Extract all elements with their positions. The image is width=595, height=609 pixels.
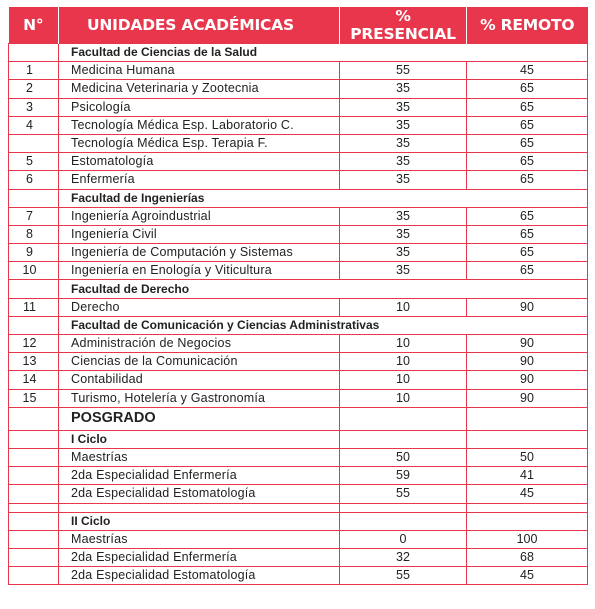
row-number: 3 — [9, 98, 59, 116]
spacer-cell — [9, 503, 59, 512]
table-row — [9, 298, 588, 316]
presencial-value: 35 — [340, 171, 467, 189]
program-name: Derecho — [59, 298, 340, 316]
remoto-value: 65 — [467, 225, 588, 243]
table-row — [9, 171, 588, 189]
table-row — [9, 371, 588, 389]
row-number: 15 — [9, 389, 59, 407]
presencial-value: 10 — [340, 353, 467, 371]
table-row — [9, 207, 588, 225]
remoto-value: 68 — [467, 548, 588, 566]
presencial-value: 55 — [340, 567, 467, 585]
presencial-value: 35 — [340, 116, 467, 134]
program-name: Psicología — [59, 98, 340, 116]
table-row — [9, 485, 588, 503]
row-number — [9, 548, 59, 566]
presencial-value: 35 — [340, 134, 467, 152]
table-row — [9, 98, 588, 116]
faculty-number-cell — [9, 189, 59, 207]
table-row — [9, 225, 588, 243]
program-name: Ingeniería Agroindustrial — [59, 207, 340, 225]
table-row — [9, 353, 588, 371]
remoto-value: 90 — [467, 371, 588, 389]
presencial-value: 59 — [340, 467, 467, 485]
spacer-cell — [467, 503, 588, 512]
remoto-value: 90 — [467, 298, 588, 316]
table-row — [9, 530, 588, 548]
remoto-value: 65 — [467, 153, 588, 171]
remoto-value: 90 — [467, 353, 588, 371]
posgrado-blank-cell — [340, 407, 467, 430]
posgrado-number-cell — [9, 407, 59, 430]
program-name: Contabilidad — [59, 371, 340, 389]
program-name: Ingeniería en Enología y Viticultura — [59, 262, 340, 280]
program-name: Estomatología — [59, 153, 340, 171]
ciclo-number-cell — [9, 430, 59, 448]
faculty-title: Facultad de Ingenierías — [59, 189, 588, 207]
faculty-header-row — [9, 189, 588, 207]
program-name: Ciencias de la Comunicación — [59, 353, 340, 371]
ciclo-header-row — [9, 430, 588, 448]
table-row — [9, 262, 588, 280]
posgrado-blank-cell — [467, 407, 588, 430]
row-number: 12 — [9, 335, 59, 353]
row-number: 11 — [9, 298, 59, 316]
row-number — [9, 530, 59, 548]
spacer-cell — [340, 503, 467, 512]
row-number: 13 — [9, 353, 59, 371]
row-number: 4 — [9, 116, 59, 134]
program-name: Maestrías — [59, 448, 340, 466]
program-name: Administración de Negocios — [59, 335, 340, 353]
faculty-header-row — [9, 44, 588, 62]
ciclo-title: I Ciclo — [59, 430, 340, 448]
row-number: 2 — [9, 80, 59, 98]
header-remoto: % REMOTO — [467, 7, 588, 44]
presencial-value: 35 — [340, 207, 467, 225]
presencial-value: 10 — [340, 389, 467, 407]
table-row — [9, 134, 588, 152]
presencial-value: 35 — [340, 80, 467, 98]
table-body — [9, 44, 588, 585]
program-name: 2da Especialidad Enfermería — [59, 548, 340, 566]
program-name: Enfermería — [59, 171, 340, 189]
faculty-number-cell — [9, 316, 59, 334]
table-row — [9, 62, 588, 80]
table-row — [9, 116, 588, 134]
presencial-value: 50 — [340, 448, 467, 466]
row-number: 6 — [9, 171, 59, 189]
program-name: Tecnología Médica Esp. Terapia F. — [59, 134, 340, 152]
spacer-row — [9, 503, 588, 512]
table-row — [9, 467, 588, 485]
remoto-value: 45 — [467, 62, 588, 80]
row-number — [9, 467, 59, 485]
header-presencial: % PRESENCIAL — [340, 7, 467, 44]
table-row — [9, 153, 588, 171]
remoto-value: 65 — [467, 262, 588, 280]
row-number: 14 — [9, 371, 59, 389]
presencial-value: 35 — [340, 225, 467, 243]
program-name: 2da Especialidad Enfermería — [59, 467, 340, 485]
presencial-value: 10 — [340, 298, 467, 316]
remoto-value: 65 — [467, 244, 588, 262]
remoto-value: 90 — [467, 389, 588, 407]
table-row — [9, 567, 588, 585]
presencial-value: 32 — [340, 548, 467, 566]
program-name: Medicina Veterinaria y Zootecnia — [59, 80, 340, 98]
ciclo-blank-cell — [467, 430, 588, 448]
row-number — [9, 485, 59, 503]
presencial-value: 55 — [340, 62, 467, 80]
row-number: 8 — [9, 225, 59, 243]
table-row — [9, 335, 588, 353]
presencial-value: 35 — [340, 262, 467, 280]
table-row — [9, 80, 588, 98]
ciclo-number-cell — [9, 512, 59, 530]
faculty-title: Facultad de Comunicación y Ciencias Administrativas — [59, 316, 588, 334]
ciclo-blank-cell — [340, 430, 467, 448]
faculty-number-cell — [9, 280, 59, 298]
remoto-value: 65 — [467, 98, 588, 116]
table-row — [9, 548, 588, 566]
ciclo-header-row — [9, 512, 588, 530]
table-row — [9, 448, 588, 466]
faculty-title: Facultad de Derecho — [59, 280, 588, 298]
row-number: 7 — [9, 207, 59, 225]
remoto-value: 50 — [467, 448, 588, 466]
posgrado-header-row — [9, 407, 588, 430]
row-number — [9, 134, 59, 152]
remoto-value: 65 — [467, 134, 588, 152]
program-name: Medicina Humana — [59, 62, 340, 80]
faculty-number-cell — [9, 44, 59, 62]
faculty-header-row — [9, 280, 588, 298]
header-n: N° — [9, 7, 59, 44]
presencial-value: 55 — [340, 485, 467, 503]
program-name: 2da Especialidad Estomatología — [59, 485, 340, 503]
row-number: 5 — [9, 153, 59, 171]
program-name: Turismo, Hotelería y Gastronomía — [59, 389, 340, 407]
row-number: 10 — [9, 262, 59, 280]
faculty-header-row — [9, 316, 588, 334]
row-number — [9, 448, 59, 466]
spacer-cell — [59, 503, 340, 512]
program-name: Ingeniería Civil — [59, 225, 340, 243]
program-name: Maestrías — [59, 530, 340, 548]
remoto-value: 65 — [467, 207, 588, 225]
remoto-value: 65 — [467, 80, 588, 98]
presencial-value: 35 — [340, 153, 467, 171]
program-name: Ingeniería de Computación y Sistemas — [59, 244, 340, 262]
remoto-value: 65 — [467, 171, 588, 189]
presencial-value: 0 — [340, 530, 467, 548]
ciclo-blank-cell — [340, 512, 467, 530]
table-row — [9, 389, 588, 407]
presencial-value: 10 — [340, 335, 467, 353]
ciclo-title: II Ciclo — [59, 512, 340, 530]
header-unidades: UNIDADES ACADÉMICAS — [59, 7, 340, 44]
row-number: 9 — [9, 244, 59, 262]
presencial-value: 35 — [340, 98, 467, 116]
posgrado-title: POSGRADO — [59, 407, 340, 430]
remoto-value: 41 — [467, 467, 588, 485]
remoto-value: 100 — [467, 530, 588, 548]
presencial-value: 10 — [340, 371, 467, 389]
program-name: 2da Especialidad Estomatología — [59, 567, 340, 585]
ciclo-blank-cell — [467, 512, 588, 530]
remoto-value: 90 — [467, 335, 588, 353]
modality-table — [8, 7, 588, 585]
row-number — [9, 567, 59, 585]
presencial-value: 35 — [340, 244, 467, 262]
remoto-value: 65 — [467, 116, 588, 134]
program-name: Tecnología Médica Esp. Laboratorio C. — [59, 116, 340, 134]
table-row — [9, 244, 588, 262]
remoto-value: 45 — [467, 567, 588, 585]
row-number: 1 — [9, 62, 59, 80]
faculty-title: Facultad de Ciencias de la Salud — [59, 44, 588, 62]
remoto-value: 45 — [467, 485, 588, 503]
table-header-row — [9, 7, 588, 44]
